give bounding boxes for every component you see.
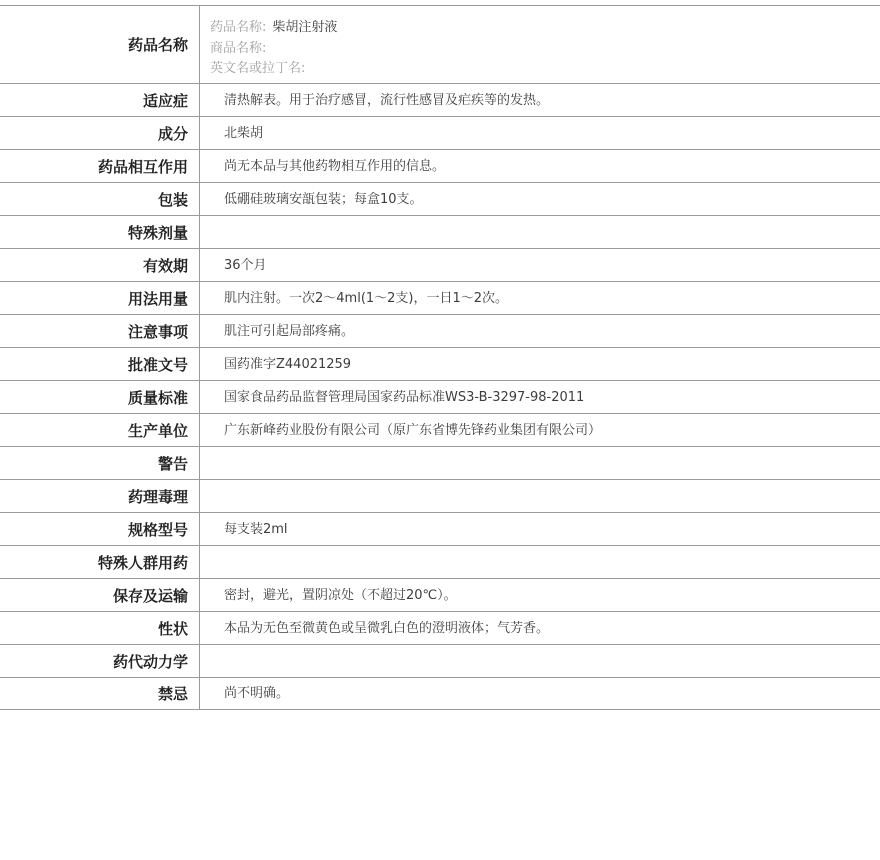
drug-name-block <box>200 6 880 83</box>
appearance-row <box>0 611 880 644</box>
pharmacokinetics-row <box>0 644 880 677</box>
row-value <box>200 447 880 479</box>
row-label: 适应症 <box>0 84 200 116</box>
english-name-label: 英文名或拉丁名: <box>210 61 306 76</box>
row-value: 肌注可引起局部疼痛。 <box>224 323 355 339</box>
row-label: 规格型号 <box>0 513 200 545</box>
row-label: 批准文号 <box>0 348 200 380</box>
manufacturer-row <box>0 413 880 446</box>
row-label: 禁忌 <box>0 678 200 709</box>
pharmacology-row <box>0 479 880 512</box>
row-value: 肌内注射。一次2～4ml(1～2支)，一日1～2次。 <box>224 290 509 306</box>
drug-name-row <box>0 5 880 83</box>
warning-row <box>0 446 880 479</box>
row-value: 36个月 <box>224 257 267 273</box>
row-label: 药品名称 <box>0 6 200 83</box>
generic-name-value: 柴胡注射液 <box>272 20 338 35</box>
row-value: 每支装2ml <box>224 521 288 537</box>
row-label: 注意事项 <box>0 315 200 347</box>
packaging-row <box>0 182 880 215</box>
row-label: 包装 <box>0 183 200 215</box>
generic-name-line <box>210 18 880 39</box>
row-value <box>200 480 880 512</box>
row-value: 国药准字Z44021259 <box>224 356 352 372</box>
row-value: 尚无本品与其他药物相互作用的信息。 <box>224 158 446 174</box>
row-value: 国家食品药品监督管理局国家药品标准WS3-B-3297-98-2011 <box>224 389 585 405</box>
quality-standard-row <box>0 380 880 413</box>
precautions-row <box>0 314 880 347</box>
contraindications-row <box>0 677 880 710</box>
row-label: 有效期 <box>0 249 200 281</box>
row-value: 尚不明确。 <box>224 686 290 701</box>
row-value: 本品为无色至微黄色或呈微乳白色的澄明液体；气芳香。 <box>224 620 550 636</box>
indications-row <box>0 83 880 116</box>
row-label: 保存及运输 <box>0 579 200 611</box>
row-value: 北柴胡 <box>224 125 264 141</box>
row-value <box>200 645 880 677</box>
special-dosage-row <box>0 215 880 248</box>
row-value <box>200 216 880 248</box>
row-label: 质量标准 <box>0 381 200 413</box>
drug-info-table <box>0 5 880 710</box>
row-label: 药品相互作用 <box>0 150 200 182</box>
row-value: 低硼硅玻璃安瓿包装；每盒10支。 <box>224 191 423 207</box>
interactions-row <box>0 149 880 182</box>
row-label: 药代动力学 <box>0 645 200 677</box>
special-population-row <box>0 545 880 578</box>
approval-number-row <box>0 347 880 380</box>
row-label: 特殊剂量 <box>0 216 200 248</box>
row-label: 生产单位 <box>0 414 200 446</box>
specification-row <box>0 512 880 545</box>
generic-name-label: 药品名称: <box>210 20 267 35</box>
row-value: 清热解表。用于治疗感冒，流行性感冒及疟疾等的发热。 <box>224 92 550 108</box>
row-value: 广东新峰药业股份有限公司（原广东省博先锋药业集团有限公司） <box>224 422 602 438</box>
row-label: 特殊人群用药 <box>0 546 200 578</box>
row-label: 成分 <box>0 117 200 149</box>
row-label: 警告 <box>0 447 200 479</box>
expiry-row <box>0 248 880 281</box>
ingredients-row <box>0 116 880 149</box>
storage-row <box>0 578 880 611</box>
trade-name-label: 商品名称: <box>210 40 267 56</box>
row-value <box>200 546 880 578</box>
row-value: 密封，避光，置阴凉处（不超过20℃）。 <box>224 587 457 603</box>
row-label: 用法用量 <box>0 282 200 314</box>
row-label: 药理毒理 <box>0 480 200 512</box>
row-label: 性状 <box>0 612 200 644</box>
dosage-row <box>0 281 880 314</box>
